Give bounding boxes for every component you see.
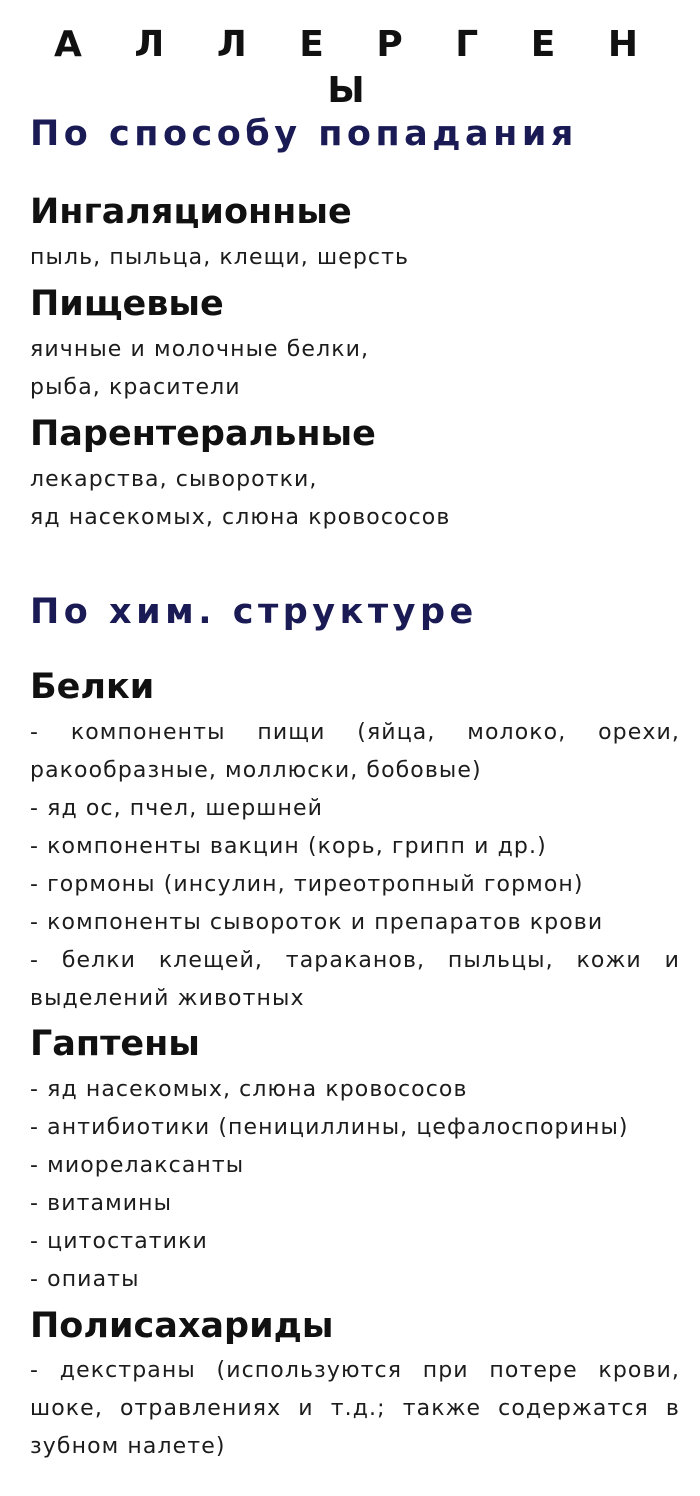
- text-line: - декстраны (используются при потере крови,: [30, 1358, 680, 1383]
- group-title-haptens: Гаптены: [30, 1024, 200, 1064]
- group-text-parenteral: [30, 461, 680, 537]
- text-line: рыба, красители: [30, 375, 241, 400]
- group-text-polysaccharides: [30, 1352, 680, 1466]
- text-line: - компоненты вакцин (корь, грипп и др.): [30, 834, 547, 859]
- text-line: - опиаты: [30, 1267, 140, 1292]
- group-title-food: Пищевые: [30, 284, 224, 324]
- text-line: яд насекомых, слюна кровососов: [30, 505, 451, 530]
- group-text-proteins: [30, 714, 680, 1018]
- text-line: - цитостатики: [30, 1229, 208, 1254]
- text-line: - белки клещей, тараканов, пыльцы, кожи и: [30, 948, 680, 973]
- group-title-parenteral: Парентеральные: [30, 414, 376, 454]
- text-line: выделений животных: [30, 986, 305, 1011]
- text-line: - компоненты сывороток и препаратов крови: [30, 910, 604, 935]
- text-line: зубном налете): [30, 1434, 226, 1459]
- text-line: яичные и молочные белки,: [30, 337, 370, 362]
- page-title: А Л Л Е Р Г Е Н Ы: [53, 24, 659, 111]
- group-title-proteins: Белки: [30, 667, 155, 707]
- section-heading-chem-structure: По хим. структуре: [30, 592, 478, 632]
- text-line: - яд насекомых, слюна кровососов: [30, 1077, 468, 1102]
- group-text-haptens: [30, 1071, 680, 1299]
- text-line: - миорелаксанты: [30, 1153, 245, 1178]
- text-line: - гормоны (инсулин, тиреотропный гормон): [30, 872, 584, 897]
- text-line: ракообразные, моллюски, бобовые): [30, 758, 482, 783]
- text-line: - витамины: [30, 1191, 173, 1216]
- group-title-inhalation: Ингаляционные: [30, 192, 352, 232]
- group-title-polysaccharides: Полисахариды: [30, 1306, 334, 1346]
- text-line: шоке, отравлениях и т.д.; также содержатся в: [30, 1396, 680, 1421]
- text-line: - антибиотики (пенициллины, цефалоспорины): [30, 1115, 629, 1140]
- text-line: пыль, пыльца, клещи, шерсть: [30, 245, 410, 270]
- section-heading-entry-route: По способу попадания: [30, 114, 578, 154]
- text-line: - яд ос, пчел, шершней: [30, 796, 324, 821]
- group-text-food: [30, 331, 680, 407]
- text-line: лекарства, сыворотки,: [30, 467, 318, 492]
- text-line: - компоненты пищи (яйца, молоко, орехи,: [30, 720, 680, 745]
- group-text-inhalation: [30, 239, 680, 277]
